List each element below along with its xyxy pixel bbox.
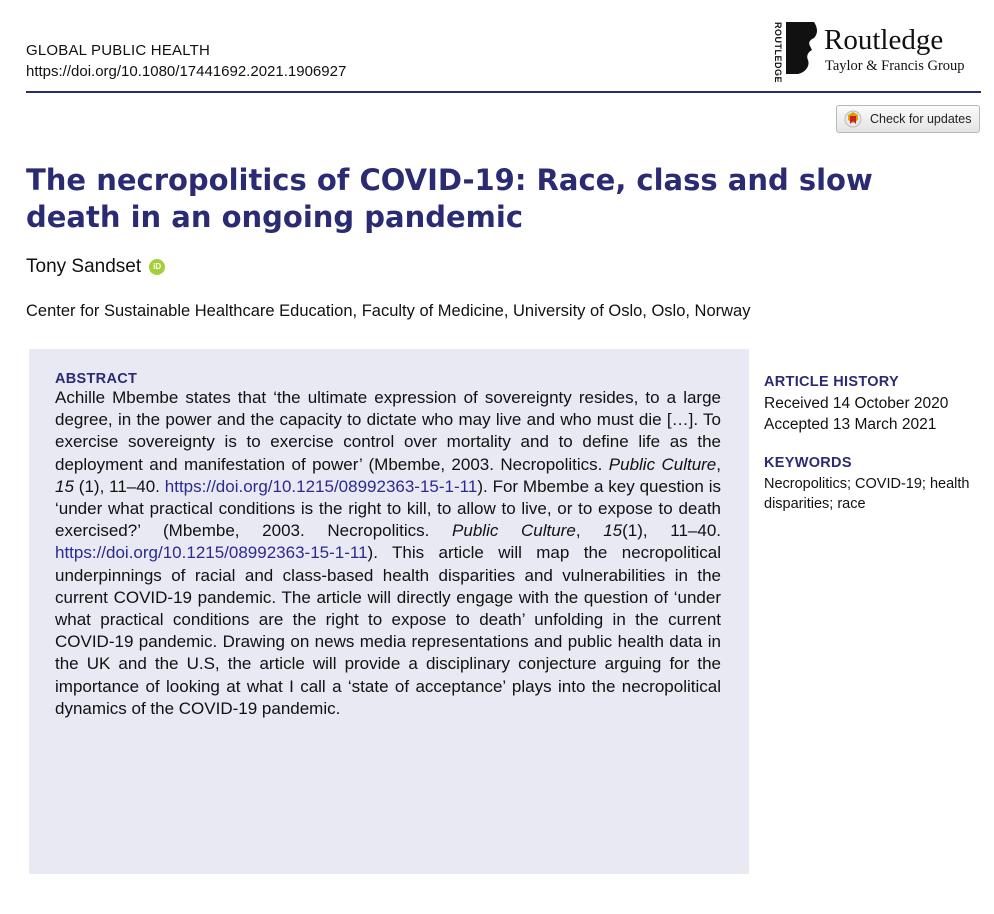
publisher-side-label: ROUTLEDGE: [773, 22, 783, 84]
doi-link[interactable]: https://doi.org/10.1215/08992363-15-1-11: [164, 476, 478, 496]
crossmark-icon: [844, 110, 862, 128]
journal-header: [26, 40, 346, 82]
publisher-name: Routledge: [824, 24, 944, 56]
accepted-date: Accepted 13 March 2021: [764, 416, 937, 433]
article-sidebar: [764, 374, 984, 514]
keywords-list: Necropolitics; COVID-19; health disparities; race: [764, 476, 970, 512]
journal-title: Public Culture: [608, 454, 717, 474]
author-name[interactable]: Tony Sandset: [26, 256, 142, 277]
abstract-heading: ABSTRACT: [55, 371, 138, 387]
journal-name: GLOBAL PUBLIC HEALTH: [26, 42, 211, 59]
publisher-group: Taylor & Francis Group: [825, 58, 965, 74]
received-date: Received 14 October 2020: [764, 395, 949, 412]
author-affiliation: Center for Sustainable Healthcare Education, Faculty of Medicine, University of Oslo, Oslo, Norway: [26, 302, 751, 320]
keywords-heading: KEYWORDS: [764, 455, 852, 471]
check-for-updates-label: Check for updates: [870, 112, 972, 126]
publisher-logo[interactable]: [770, 18, 980, 84]
volume: 15: [55, 476, 74, 496]
orcid-icon[interactable]: iD: [149, 259, 165, 275]
abstract-box: [29, 349, 749, 874]
check-for-updates-button[interactable]: [836, 105, 980, 133]
abstract-text: Achille Mbembe states that ‘the ultimate expression of sovereignty resides, to a large degree, in the power and the capacity to dictate who may live and who must die […]. To exercise sovereignty is to exercise control over mortality and to define life as the deployment and manifestation of power’ (Mbembe, 2003. Necropolitics. Public Culture, 15 (1), 11–40. https://doi.org/10.1215/08992363-15-1-11). For Mbembe a key question is ‘under what practical conditions is the right to kill, to allow to live, or to expose to death exercised?’ (Mbembe, 2003. Necropolitics. Public Culture, 15(1), 11–40. https://doi.org/10.1215/08992363-15-1-11). This article will map the necropolitical underpinnings of racial and class-based health disparities and vulnerabilities in the current COVID-19 pandemic. The article will directly engage with the question of ‘under what practical conditions are the right to expose to death’ unfolding in the current COVID-19 pandemic. Drawing on news media representations and public health data in the UK and the U.S, the article will provide a disciplinary conjecture arguing for the importance of looking at what I call a ‘state of acceptance’ plays into the necropolitical dynamics of the COVID-19 pandemic.: [55, 388, 722, 718]
article-title: The necropolitics of COVID-19: Race, class and slow death in an ongoing pandemic: [26, 163, 873, 234]
volume: 15: [603, 521, 623, 541]
header-divider: [26, 91, 981, 93]
journal-doi[interactable]: https://doi.org/10.1080/17441692.2021.1906927: [26, 63, 347, 80]
article-history-heading: ARTICLE HISTORY: [764, 374, 900, 390]
doi-link[interactable]: https://doi.org/10.1215/08992363-15-1-11: [55, 543, 368, 563]
journal-title: Public Culture: [452, 521, 576, 541]
author-line: [26, 256, 165, 278]
profile-face-icon: [784, 20, 822, 76]
